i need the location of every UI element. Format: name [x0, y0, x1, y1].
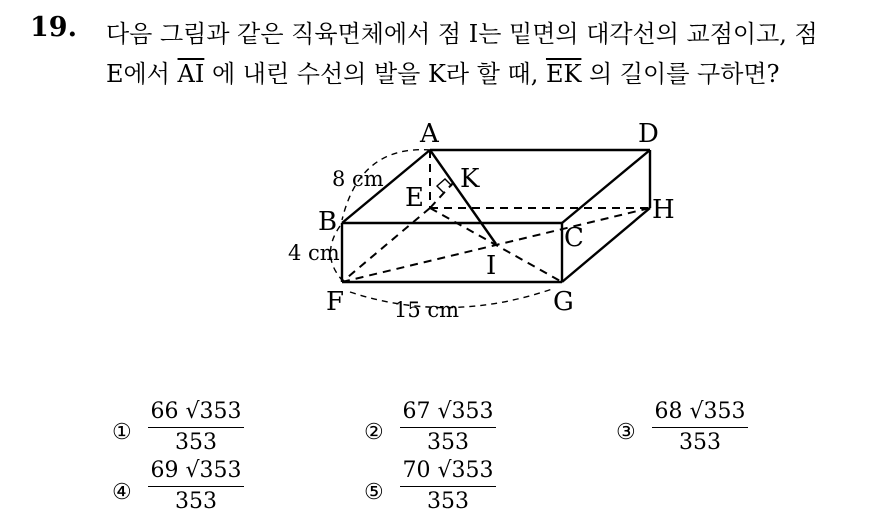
vertex-label-k: K	[460, 164, 480, 194]
choice-3-denominator: 353	[679, 430, 721, 455]
choice-4-numerator: 69 √353	[148, 457, 244, 487]
choice-4-fraction	[148, 457, 244, 517]
choice-4-mark: ④	[112, 480, 132, 505]
question-text-part: E에서	[106, 60, 178, 88]
dimension-label-length: 15 cm	[394, 298, 460, 322]
question-text-line2	[106, 54, 779, 89]
vertex-label-a: A	[420, 119, 439, 149]
segment-ai: $\overline{AI}$	[177, 60, 205, 88]
vertex-label-g: G	[553, 287, 574, 317]
choice-2-mark: ②	[364, 420, 384, 445]
choice-1-numerator: 66 √353	[148, 398, 244, 428]
choice-2-fraction	[400, 398, 496, 458]
dimension-label-height: 8 cm	[332, 167, 384, 191]
vertex-label-e: E	[405, 183, 424, 213]
vertex-label-b: B	[318, 207, 338, 237]
choice-5-numerator: 70 √353	[400, 457, 496, 487]
vertex-label-f: F	[326, 287, 345, 317]
vertex-label-h: H	[652, 195, 675, 225]
choice-4-denominator: 353	[175, 489, 217, 514]
question-text-part: 의 길이를 구하면?	[581, 60, 780, 88]
choice-5-denominator: 353	[427, 489, 469, 514]
question-number: 19.	[30, 12, 77, 43]
vertex-label-c: C	[564, 223, 584, 253]
choice-3-numerator: 68 √353	[652, 398, 748, 428]
vertex-label-d: D	[638, 119, 659, 149]
choice-3-fraction	[652, 398, 748, 458]
choice-1-fraction	[148, 398, 244, 458]
dimension-label-depth: 4 cm	[288, 241, 340, 265]
question-text-part: 다음 그림과 같은 직육면체에서 점 I는 밑면의 대각선의 교점이고, 점	[106, 20, 818, 48]
segment-ek: $\overline{EK}$	[545, 60, 582, 88]
cuboid-figure	[270, 110, 690, 330]
choice-3-mark: ③	[616, 420, 636, 445]
choice-5-mark: ⑤	[364, 480, 384, 505]
choice-5-fraction	[400, 457, 496, 517]
vertex-label-i: I	[486, 251, 497, 281]
choice-1-mark: ①	[112, 420, 132, 445]
choice-2-numerator: 67 √353	[400, 398, 496, 428]
choice-1-denominator: 353	[175, 430, 217, 455]
question-text-part: 에 내린 수선의 발을 K라 할 때,	[204, 60, 546, 88]
choice-2-denominator: 353	[427, 430, 469, 455]
question-text-line1	[106, 14, 818, 49]
